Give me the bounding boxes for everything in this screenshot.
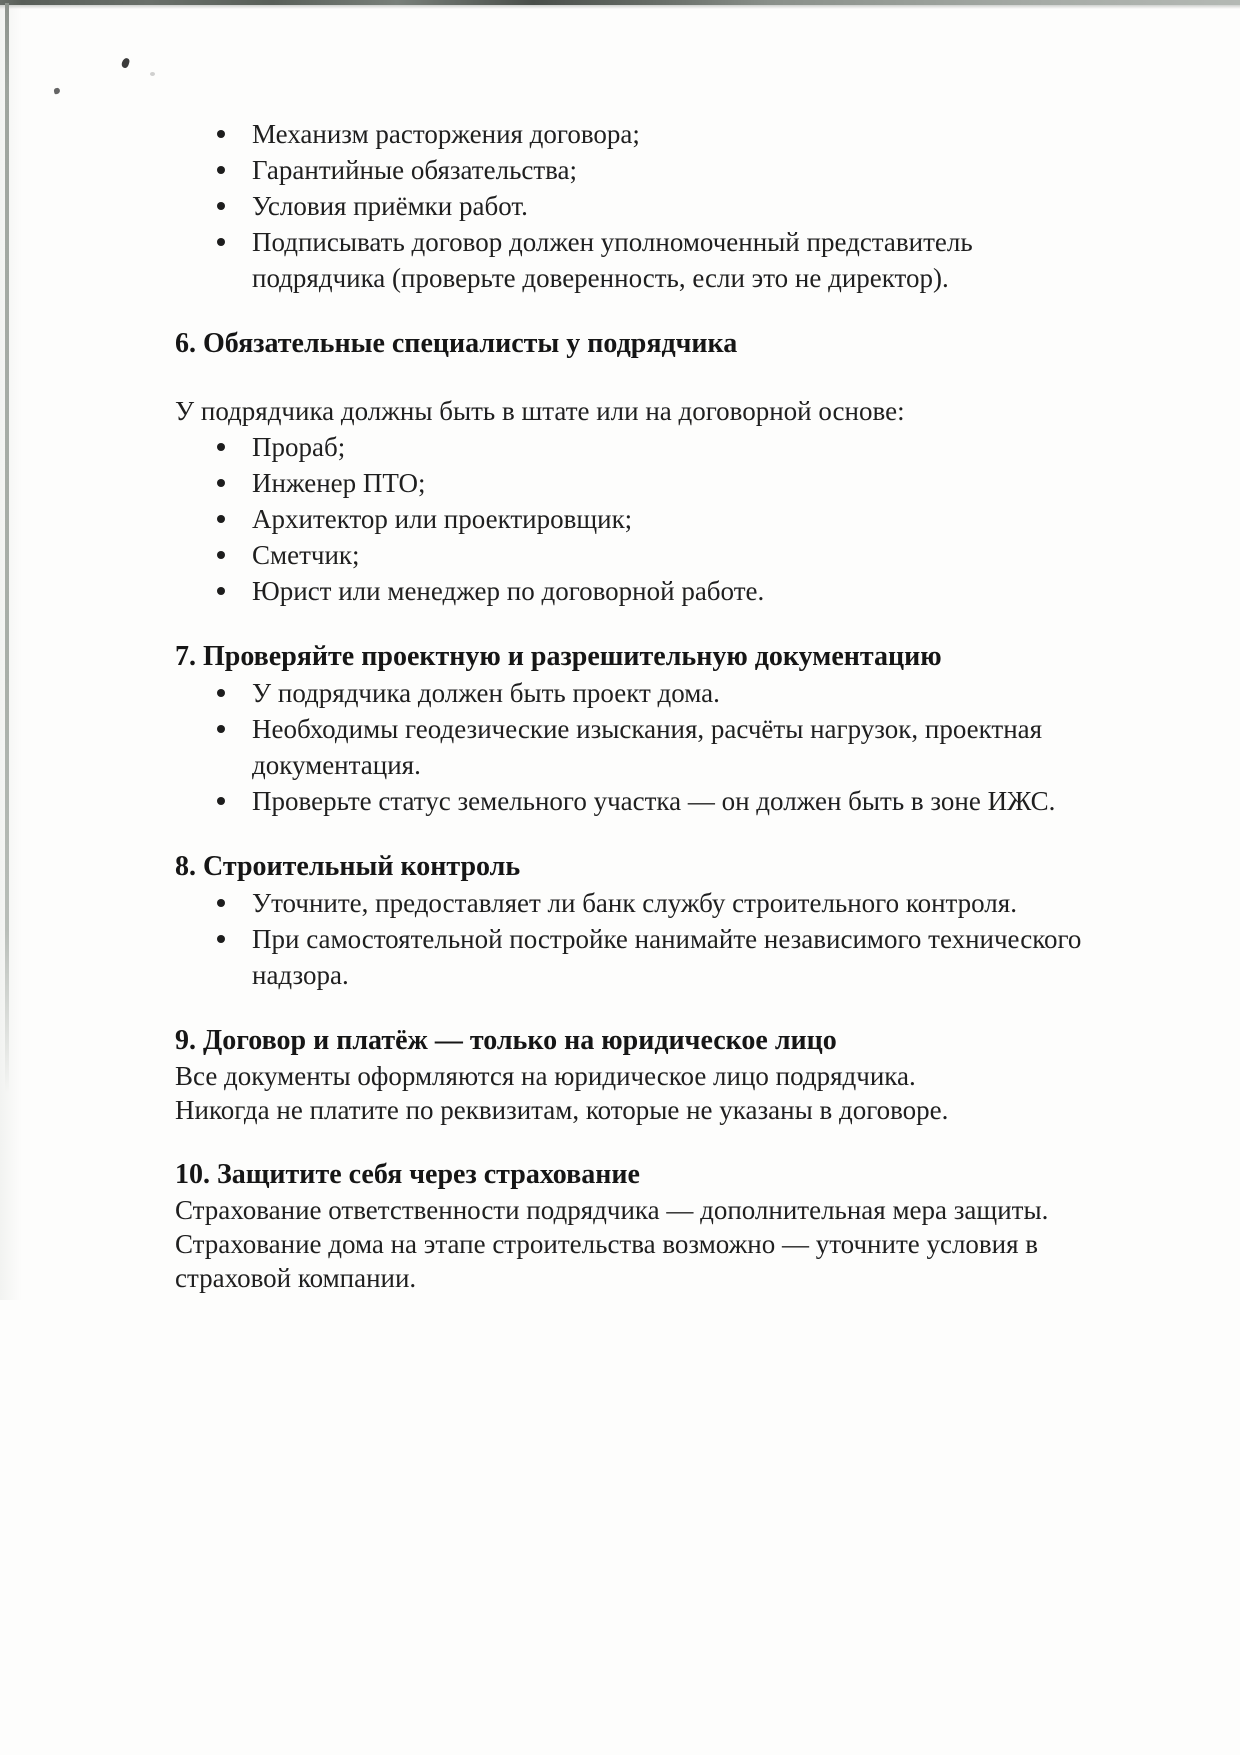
bullet-icon	[217, 689, 225, 697]
bullet-icon	[217, 443, 225, 451]
bullet-icon	[217, 725, 225, 733]
bullet-icon	[217, 935, 225, 943]
list-item	[175, 188, 1097, 224]
bullet-icon	[217, 899, 225, 907]
list-item	[175, 783, 1097, 819]
list-item	[175, 675, 1097, 711]
top-bullet-list	[175, 116, 1097, 296]
list-item-text: Гарантийные обязательства;	[252, 155, 578, 185]
bullet-icon	[217, 587, 225, 595]
list-item	[175, 465, 1097, 501]
list-item	[175, 885, 1097, 921]
list-item	[175, 429, 1097, 465]
section-10-paragraph: Страхование дома на этапе строительства возможно — уточните условия в страховой компании.	[175, 1229, 1039, 1293]
section-8-bullet-list	[175, 885, 1097, 993]
list-item-text: Сметчик;	[252, 540, 360, 570]
section-heading-10: 10. Защитите себя через страхование	[175, 1159, 640, 1190]
list-item	[175, 116, 1097, 152]
list-item-text: У подрядчика должен быть проект дома.	[252, 678, 720, 708]
list-item-text: Прораб;	[252, 432, 346, 462]
bullet-icon	[217, 202, 225, 210]
section-9-paragraph: Все документы оформляются на юридическое лицо подрядчика.	[175, 1061, 916, 1091]
list-item	[175, 152, 1097, 188]
list-item	[175, 921, 1097, 993]
list-item-text: При самостоятельной постройке нанимайте независимого технического надзора.	[252, 924, 1082, 990]
list-item	[175, 501, 1097, 537]
list-item-text: Проверьте статус земельного участка — он должен быть в зоне ИЖС.	[252, 786, 1056, 816]
scan-artifact-top-band-fade	[0, 5, 1240, 9]
bullet-icon	[217, 238, 225, 246]
list-item-text: Уточните, предоставляет ли банк службу строительного контроля.	[252, 888, 1017, 918]
section-6-bullet-list	[175, 429, 1097, 609]
bullet-icon	[217, 130, 225, 138]
document-content	[175, 116, 1135, 1295]
list-item-text: Подписывать договор должен уполномоченный представитель подрядчика (проверьте доверенность, если это не директор).	[252, 227, 973, 293]
section-heading-6: 6. Обязательные специалисты у подрядчика	[175, 328, 738, 359]
scan-speck	[150, 72, 155, 76]
scan-artifact-left-shading	[0, 0, 22, 1300]
list-item	[175, 573, 1097, 609]
list-item-text: Условия приёмки работ.	[252, 191, 528, 221]
section-10-paragraph: Страхование ответственности подрядчика — дополнительная мера защиты.	[175, 1195, 1049, 1225]
scan-speck	[53, 87, 60, 94]
section-9-paragraph: Никогда не платите по реквизитам, которые не указаны в договоре.	[175, 1095, 949, 1125]
list-item-text: Инженер ПТО;	[252, 468, 426, 498]
bullet-icon	[217, 797, 225, 805]
section-heading-8: 8. Строительный контроль	[175, 851, 521, 882]
list-item-text: Юрист или менеджер по договорной работе.	[252, 576, 765, 606]
list-item-text: Необходимы геодезические изыскания, расчёты нагрузок, проектная документация.	[252, 714, 1043, 780]
section-7-bullet-list	[175, 675, 1097, 819]
bullet-icon	[217, 479, 225, 487]
list-item-text: Архитектор или проектировщик;	[252, 504, 633, 534]
bullet-icon	[217, 551, 225, 559]
section-heading-7: 7. Проверяйте проектную и разрешительную документацию	[175, 641, 942, 672]
list-item	[175, 224, 1097, 296]
section-heading-9: 9. Договор и платёж — только на юридическое лицо	[175, 1025, 837, 1056]
bullet-icon	[217, 166, 225, 174]
bullet-icon	[217, 515, 225, 523]
section-6-intro: У подрядчика должны быть в штате или на договорной основе:	[175, 396, 905, 426]
list-item	[175, 537, 1097, 573]
scan-speck	[121, 57, 130, 69]
list-item	[175, 711, 1097, 783]
list-item-text: Механизм расторжения договора;	[252, 119, 640, 149]
